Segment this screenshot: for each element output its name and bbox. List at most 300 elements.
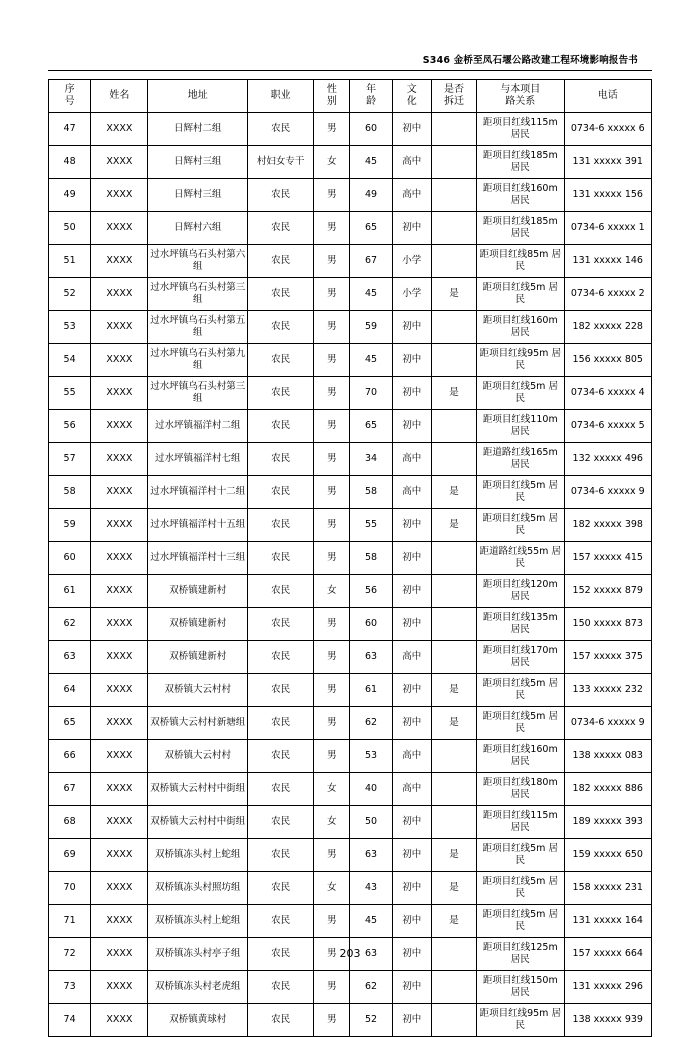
cell-relation: 距项目红线5m 居民 — [477, 278, 564, 311]
cell-demolition — [431, 212, 476, 245]
cell-seq: 72 — [49, 938, 91, 971]
cell-address: 日辉村三组 — [148, 179, 247, 212]
cell-phone: 156 xxxxx 805 — [564, 344, 652, 377]
cell-demolition — [431, 542, 476, 575]
cell-seq: 53 — [49, 311, 91, 344]
cell-seq: 58 — [49, 476, 91, 509]
cell-seq: 66 — [49, 740, 91, 773]
cell-sex: 男 — [314, 410, 350, 443]
cell-name: XXXX — [91, 905, 148, 938]
cell-name: XXXX — [91, 509, 148, 542]
cell-name: XXXX — [91, 410, 148, 443]
cell-demolition: 是 — [431, 707, 476, 740]
col-header-demolition — [431, 80, 476, 113]
col-header-education-line2: 化 — [406, 96, 417, 107]
cell-sex: 女 — [314, 146, 350, 179]
table-row — [49, 905, 652, 938]
cell-age: 63 — [350, 938, 392, 971]
cell-phone: 182 xxxxx 886 — [564, 773, 652, 806]
cell-address: 日辉村三组 — [148, 146, 247, 179]
cell-name: XXXX — [91, 872, 148, 905]
cell-phone: 132 xxxxx 496 — [564, 443, 652, 476]
cell-sex: 男 — [314, 839, 350, 872]
cell-relation: 距项目红线135m 居民 — [477, 608, 564, 641]
cell-phone: 0734-6 xxxxx 5 — [564, 410, 652, 443]
cell-relation: 距项目红线160m 居民 — [477, 311, 564, 344]
cell-age: 43 — [350, 872, 392, 905]
cell-phone: 131 xxxxx 156 — [564, 179, 652, 212]
col-header-education — [392, 80, 431, 113]
cell-occupation: 农民 — [247, 278, 313, 311]
cell-education: 高中 — [392, 641, 431, 674]
col-header-age-line1: 年 — [366, 83, 377, 95]
table-row — [49, 971, 652, 1004]
col-header-demolition-line1: 是否 — [443, 83, 464, 95]
cell-address: 双桥镇大云村村中街组 — [148, 806, 247, 839]
cell-sex: 男 — [314, 674, 350, 707]
cell-sex: 女 — [314, 872, 350, 905]
cell-age: 34 — [350, 443, 392, 476]
cell-seq: 69 — [49, 839, 91, 872]
cell-age: 67 — [350, 245, 392, 278]
header-divider — [48, 70, 652, 71]
cell-education: 高中 — [392, 146, 431, 179]
cell-age: 53 — [350, 740, 392, 773]
cell-relation: 距项目红线180m 居民 — [477, 773, 564, 806]
cell-name: XXXX — [91, 773, 148, 806]
cell-sex: 男 — [314, 212, 350, 245]
cell-relation: 距项目红线160m 居民 — [477, 179, 564, 212]
cell-address: 过水坪镇乌石头村第三组 — [148, 278, 247, 311]
cell-relation: 距项目红线115m 居民 — [477, 113, 564, 146]
table-row — [49, 443, 652, 476]
cell-name: XXXX — [91, 476, 148, 509]
cell-sex: 男 — [314, 443, 350, 476]
cell-seq: 50 — [49, 212, 91, 245]
cell-demolition — [431, 740, 476, 773]
cell-education: 初中 — [392, 938, 431, 971]
cell-relation: 距项目红线5m 居民 — [477, 509, 564, 542]
cell-occupation: 农民 — [247, 311, 313, 344]
cell-demolition — [431, 806, 476, 839]
cell-address: 双桥镇建新村 — [148, 575, 247, 608]
cell-seq: 68 — [49, 806, 91, 839]
cell-address: 过水坪镇福洋村十五组 — [148, 509, 247, 542]
table-row — [49, 212, 652, 245]
cell-address: 过水坪镇乌石头村第九组 — [148, 344, 247, 377]
cell-age: 65 — [350, 212, 392, 245]
cell-name: XXXX — [91, 443, 148, 476]
cell-phone: 157 xxxxx 415 — [564, 542, 652, 575]
cell-seq: 62 — [49, 608, 91, 641]
cell-occupation: 农民 — [247, 806, 313, 839]
cell-phone: 189 xxxxx 393 — [564, 806, 652, 839]
cell-phone: 0734-6 xxxxx 4 — [564, 377, 652, 410]
cell-name: XXXX — [91, 839, 148, 872]
cell-relation: 距项目红线5m 居民 — [477, 377, 564, 410]
cell-address: 双桥镇冻头村亭子组 — [148, 938, 247, 971]
col-header-relation-line1: 与本项目 — [500, 83, 541, 95]
cell-occupation: 农民 — [247, 443, 313, 476]
col-header-age — [350, 80, 392, 113]
cell-seq: 70 — [49, 872, 91, 905]
cell-education: 初中 — [392, 1004, 431, 1037]
cell-name: XXXX — [91, 806, 148, 839]
cell-phone: 131 xxxxx 164 — [564, 905, 652, 938]
table-row — [49, 113, 652, 146]
cell-occupation: 农民 — [247, 839, 313, 872]
cell-name: XXXX — [91, 707, 148, 740]
cell-occupation: 农民 — [247, 1004, 313, 1037]
table-row — [49, 872, 652, 905]
cell-age: 49 — [350, 179, 392, 212]
cell-relation: 距项目红线5m 居民 — [477, 872, 564, 905]
cell-occupation: 农民 — [247, 377, 313, 410]
cell-seq: 71 — [49, 905, 91, 938]
cell-phone: 182 xxxxx 398 — [564, 509, 652, 542]
table-row — [49, 410, 652, 443]
table-row — [49, 245, 652, 278]
cell-address: 双桥镇建新村 — [148, 608, 247, 641]
cell-sex: 男 — [314, 542, 350, 575]
cell-seq: 49 — [49, 179, 91, 212]
cell-education: 初中 — [392, 575, 431, 608]
cell-sex: 女 — [314, 773, 350, 806]
table-row — [49, 773, 652, 806]
cell-phone: 131 xxxxx 391 — [564, 146, 652, 179]
cell-age: 45 — [350, 278, 392, 311]
cell-name: XXXX — [91, 179, 148, 212]
cell-education: 初中 — [392, 806, 431, 839]
cell-relation: 距项目红线110m 居民 — [477, 410, 564, 443]
cell-phone: 131 xxxxx 146 — [564, 245, 652, 278]
cell-demolition: 是 — [431, 377, 476, 410]
cell-education: 初中 — [392, 608, 431, 641]
col-header-age-line2: 龄 — [366, 96, 377, 107]
cell-name: XXXX — [91, 575, 148, 608]
cell-age: 65 — [350, 410, 392, 443]
cell-seq: 52 — [49, 278, 91, 311]
col-header-demolition-line2: 拆迁 — [443, 96, 464, 107]
public-participation-table — [48, 79, 652, 1037]
cell-name: XXXX — [91, 1004, 148, 1037]
cell-age: 50 — [350, 806, 392, 839]
cell-sex: 男 — [314, 311, 350, 344]
table-row — [49, 542, 652, 575]
cell-seq: 55 — [49, 377, 91, 410]
table-row — [49, 377, 652, 410]
table-row — [49, 674, 652, 707]
cell-occupation: 农民 — [247, 971, 313, 1004]
cell-sex: 男 — [314, 707, 350, 740]
cell-education: 高中 — [392, 476, 431, 509]
cell-occupation: 农民 — [247, 344, 313, 377]
cell-demolition: 是 — [431, 509, 476, 542]
cell-phone: 138 xxxxx 939 — [564, 1004, 652, 1037]
cell-seq: 61 — [49, 575, 91, 608]
cell-age: 61 — [350, 674, 392, 707]
cell-age: 45 — [350, 344, 392, 377]
cell-phone: 182 xxxxx 228 — [564, 311, 652, 344]
cell-demolition — [431, 575, 476, 608]
cell-name: XXXX — [91, 938, 148, 971]
col-header-seq-line1: 序 — [64, 83, 75, 95]
cell-relation: 距项目红线125m 居民 — [477, 938, 564, 971]
cell-seq: 64 — [49, 674, 91, 707]
cell-age: 63 — [350, 641, 392, 674]
col-header-sex — [314, 80, 350, 113]
cell-sex: 男 — [314, 905, 350, 938]
cell-name: XXXX — [91, 542, 148, 575]
cell-education: 高中 — [392, 773, 431, 806]
cell-education: 高中 — [392, 740, 431, 773]
cell-education: 初中 — [392, 674, 431, 707]
cell-demolition — [431, 311, 476, 344]
cell-seq: 54 — [49, 344, 91, 377]
cell-seq: 73 — [49, 971, 91, 1004]
cell-address: 双桥镇黄球村 — [148, 1004, 247, 1037]
cell-name: XXXX — [91, 245, 148, 278]
cell-age: 70 — [350, 377, 392, 410]
cell-phone: 158 xxxxx 231 — [564, 872, 652, 905]
cell-phone: 133 xxxxx 232 — [564, 674, 652, 707]
cell-sex: 男 — [314, 377, 350, 410]
cell-occupation: 农民 — [247, 773, 313, 806]
cell-occupation: 农民 — [247, 113, 313, 146]
page-number: 203 — [339, 947, 361, 960]
cell-demolition — [431, 179, 476, 212]
cell-phone: 131 xxxxx 296 — [564, 971, 652, 1004]
cell-occupation: 农民 — [247, 740, 313, 773]
cell-occupation: 农民 — [247, 245, 313, 278]
cell-occupation: 农民 — [247, 476, 313, 509]
table-row — [49, 740, 652, 773]
table-row — [49, 344, 652, 377]
cell-seq: 63 — [49, 641, 91, 674]
cell-phone: 0734-6 xxxxx 1 — [564, 212, 652, 245]
table-row — [49, 839, 652, 872]
cell-address: 过水坪镇福洋村十三组 — [148, 542, 247, 575]
cell-education: 小学 — [392, 278, 431, 311]
cell-education: 初中 — [392, 377, 431, 410]
cell-address: 双桥镇冻头村老虎组 — [148, 971, 247, 1004]
cell-demolition — [431, 641, 476, 674]
cell-age: 62 — [350, 707, 392, 740]
cell-address: 日辉村二组 — [148, 113, 247, 146]
cell-sex: 男 — [314, 344, 350, 377]
cell-name: XXXX — [91, 971, 148, 1004]
cell-address: 双桥镇大云村村 — [148, 740, 247, 773]
cell-relation: 距项目红线185m 居民 — [477, 146, 564, 179]
cell-age: 60 — [350, 608, 392, 641]
cell-demolition: 是 — [431, 872, 476, 905]
cell-address: 过水坪镇福洋村十二组 — [148, 476, 247, 509]
cell-education: 初中 — [392, 509, 431, 542]
cell-age: 45 — [350, 146, 392, 179]
cell-address: 日辉村六组 — [148, 212, 247, 245]
cell-seq: 67 — [49, 773, 91, 806]
cell-occupation: 农民 — [247, 905, 313, 938]
cell-seq: 57 — [49, 443, 91, 476]
cell-relation: 距项目红线5m 居民 — [477, 905, 564, 938]
table-row — [49, 707, 652, 740]
cell-education: 初中 — [392, 113, 431, 146]
col-header-address: 地址 — [148, 80, 247, 113]
cell-address: 过水坪镇福洋村二组 — [148, 410, 247, 443]
cell-name: XXXX — [91, 212, 148, 245]
cell-address: 过水坪镇乌石头村第五组 — [148, 311, 247, 344]
cell-age: 52 — [350, 1004, 392, 1037]
cell-name: XXXX — [91, 641, 148, 674]
cell-phone: 0734-6 xxxxx 9 — [564, 476, 652, 509]
cell-phone: 0734-6 xxxxx 2 — [564, 278, 652, 311]
cell-address: 双桥镇冻头村照坊组 — [148, 872, 247, 905]
col-header-sex-line1: 性 — [326, 83, 337, 95]
cell-occupation: 农民 — [247, 707, 313, 740]
cell-address: 双桥镇冻头村上蛇组 — [148, 905, 247, 938]
col-header-education-line1: 文 — [406, 83, 417, 95]
table-row — [49, 476, 652, 509]
cell-occupation: 村妇女专干 — [247, 146, 313, 179]
cell-relation: 距项目红线5m 居民 — [477, 707, 564, 740]
cell-demolition — [431, 410, 476, 443]
cell-age: 55 — [350, 509, 392, 542]
table-row — [49, 806, 652, 839]
col-header-phone: 电话 — [564, 80, 652, 113]
cell-education: 高中 — [392, 179, 431, 212]
cell-relation: 距项目红线150m 居民 — [477, 971, 564, 1004]
cell-address: 双桥镇大云村村新塘组 — [148, 707, 247, 740]
table-row — [49, 311, 652, 344]
page-header: S346 金桥至凤石堰公路改建工程环境影响报告书 — [422, 55, 638, 66]
cell-demolition — [431, 146, 476, 179]
cell-occupation: 农民 — [247, 872, 313, 905]
cell-name: XXXX — [91, 146, 148, 179]
col-header-relation-line2: 路关系 — [505, 96, 536, 107]
col-header-sex-line2: 别 — [326, 96, 337, 107]
cell-address: 双桥镇大云村村 — [148, 674, 247, 707]
cell-demolition — [431, 344, 476, 377]
cell-seq: 59 — [49, 509, 91, 542]
table-row — [49, 1004, 652, 1037]
cell-name: XXXX — [91, 740, 148, 773]
cell-occupation: 农民 — [247, 608, 313, 641]
col-header-name: 姓名 — [91, 80, 148, 113]
cell-phone: 138 xxxxx 083 — [564, 740, 652, 773]
cell-name: XXXX — [91, 278, 148, 311]
cell-occupation: 农民 — [247, 542, 313, 575]
cell-relation: 距道路红线55m 居民 — [477, 542, 564, 575]
cell-name: XXXX — [91, 311, 148, 344]
cell-phone: 0734-6 xxxxx 6 — [564, 113, 652, 146]
cell-sex: 男 — [314, 740, 350, 773]
cell-education: 初中 — [392, 971, 431, 1004]
cell-address: 双桥镇大云村村中街组 — [148, 773, 247, 806]
cell-demolition: 是 — [431, 278, 476, 311]
col-header-seq-line2: 号 — [64, 96, 75, 107]
cell-seq: 56 — [49, 410, 91, 443]
cell-demolition — [431, 773, 476, 806]
cell-relation: 距项目红线5m 居民 — [477, 674, 564, 707]
table-row — [49, 575, 652, 608]
table-row — [49, 641, 652, 674]
cell-occupation: 农民 — [247, 674, 313, 707]
cell-demolition: 是 — [431, 674, 476, 707]
cell-age: 63 — [350, 839, 392, 872]
table-row — [49, 278, 652, 311]
cell-relation: 距项目红线85m 居民 — [477, 245, 564, 278]
cell-education: 初中 — [392, 542, 431, 575]
cell-sex: 男 — [314, 1004, 350, 1037]
cell-seq: 65 — [49, 707, 91, 740]
cell-education: 初中 — [392, 410, 431, 443]
cell-age: 59 — [350, 311, 392, 344]
cell-occupation: 农民 — [247, 641, 313, 674]
cell-occupation: 农民 — [247, 509, 313, 542]
cell-demolition: 是 — [431, 839, 476, 872]
cell-relation: 距项目红线5m 居民 — [477, 839, 564, 872]
cell-relation: 距项目红线160m 居民 — [477, 740, 564, 773]
cell-address: 过水坪镇乌石头村第六组 — [148, 245, 247, 278]
col-header-seq — [49, 80, 91, 113]
cell-relation: 距项目红线185m 居民 — [477, 212, 564, 245]
cell-relation: 距项目红线170m 居民 — [477, 641, 564, 674]
table-row — [49, 146, 652, 179]
cell-demolition — [431, 608, 476, 641]
cell-phone: 0734-6 xxxxx 9 — [564, 707, 652, 740]
cell-sex: 男 — [314, 476, 350, 509]
cell-age: 40 — [350, 773, 392, 806]
table-row — [49, 608, 652, 641]
cell-name: XXXX — [91, 113, 148, 146]
cell-phone: 152 xxxxx 879 — [564, 575, 652, 608]
cell-demolition — [431, 1004, 476, 1037]
cell-relation: 距项目红线5m 居民 — [477, 476, 564, 509]
cell-demolition — [431, 443, 476, 476]
cell-address: 过水坪镇乌石头村第三组 — [148, 377, 247, 410]
cell-age: 58 — [350, 542, 392, 575]
cell-seq: 47 — [49, 113, 91, 146]
cell-occupation: 农民 — [247, 575, 313, 608]
cell-sex: 男 — [314, 971, 350, 1004]
cell-sex: 女 — [314, 806, 350, 839]
cell-relation: 距项目红线95m 居民 — [477, 1004, 564, 1037]
cell-age: 56 — [350, 575, 392, 608]
cell-education: 初中 — [392, 311, 431, 344]
cell-age: 60 — [350, 113, 392, 146]
cell-age: 62 — [350, 971, 392, 1004]
table-body — [49, 113, 652, 1037]
cell-demolition — [431, 245, 476, 278]
cell-address: 双桥镇建新村 — [148, 641, 247, 674]
cell-relation: 距项目红线120m 居民 — [477, 575, 564, 608]
cell-education: 高中 — [392, 443, 431, 476]
cell-sex: 男 — [314, 245, 350, 278]
cell-occupation: 农民 — [247, 179, 313, 212]
cell-address: 过水坪镇福洋村七组 — [148, 443, 247, 476]
cell-age: 58 — [350, 476, 392, 509]
cell-sex: 女 — [314, 575, 350, 608]
cell-relation: 距项目红线115m 居民 — [477, 806, 564, 839]
col-header-relation — [477, 80, 564, 113]
cell-phone: 150 xxxxx 873 — [564, 608, 652, 641]
cell-demolition — [431, 113, 476, 146]
cell-sex: 男 — [314, 179, 350, 212]
cell-phone: 159 xxxxx 650 — [564, 839, 652, 872]
cell-education: 小学 — [392, 245, 431, 278]
cell-sex: 男 — [314, 641, 350, 674]
cell-sex: 男 — [314, 938, 350, 971]
